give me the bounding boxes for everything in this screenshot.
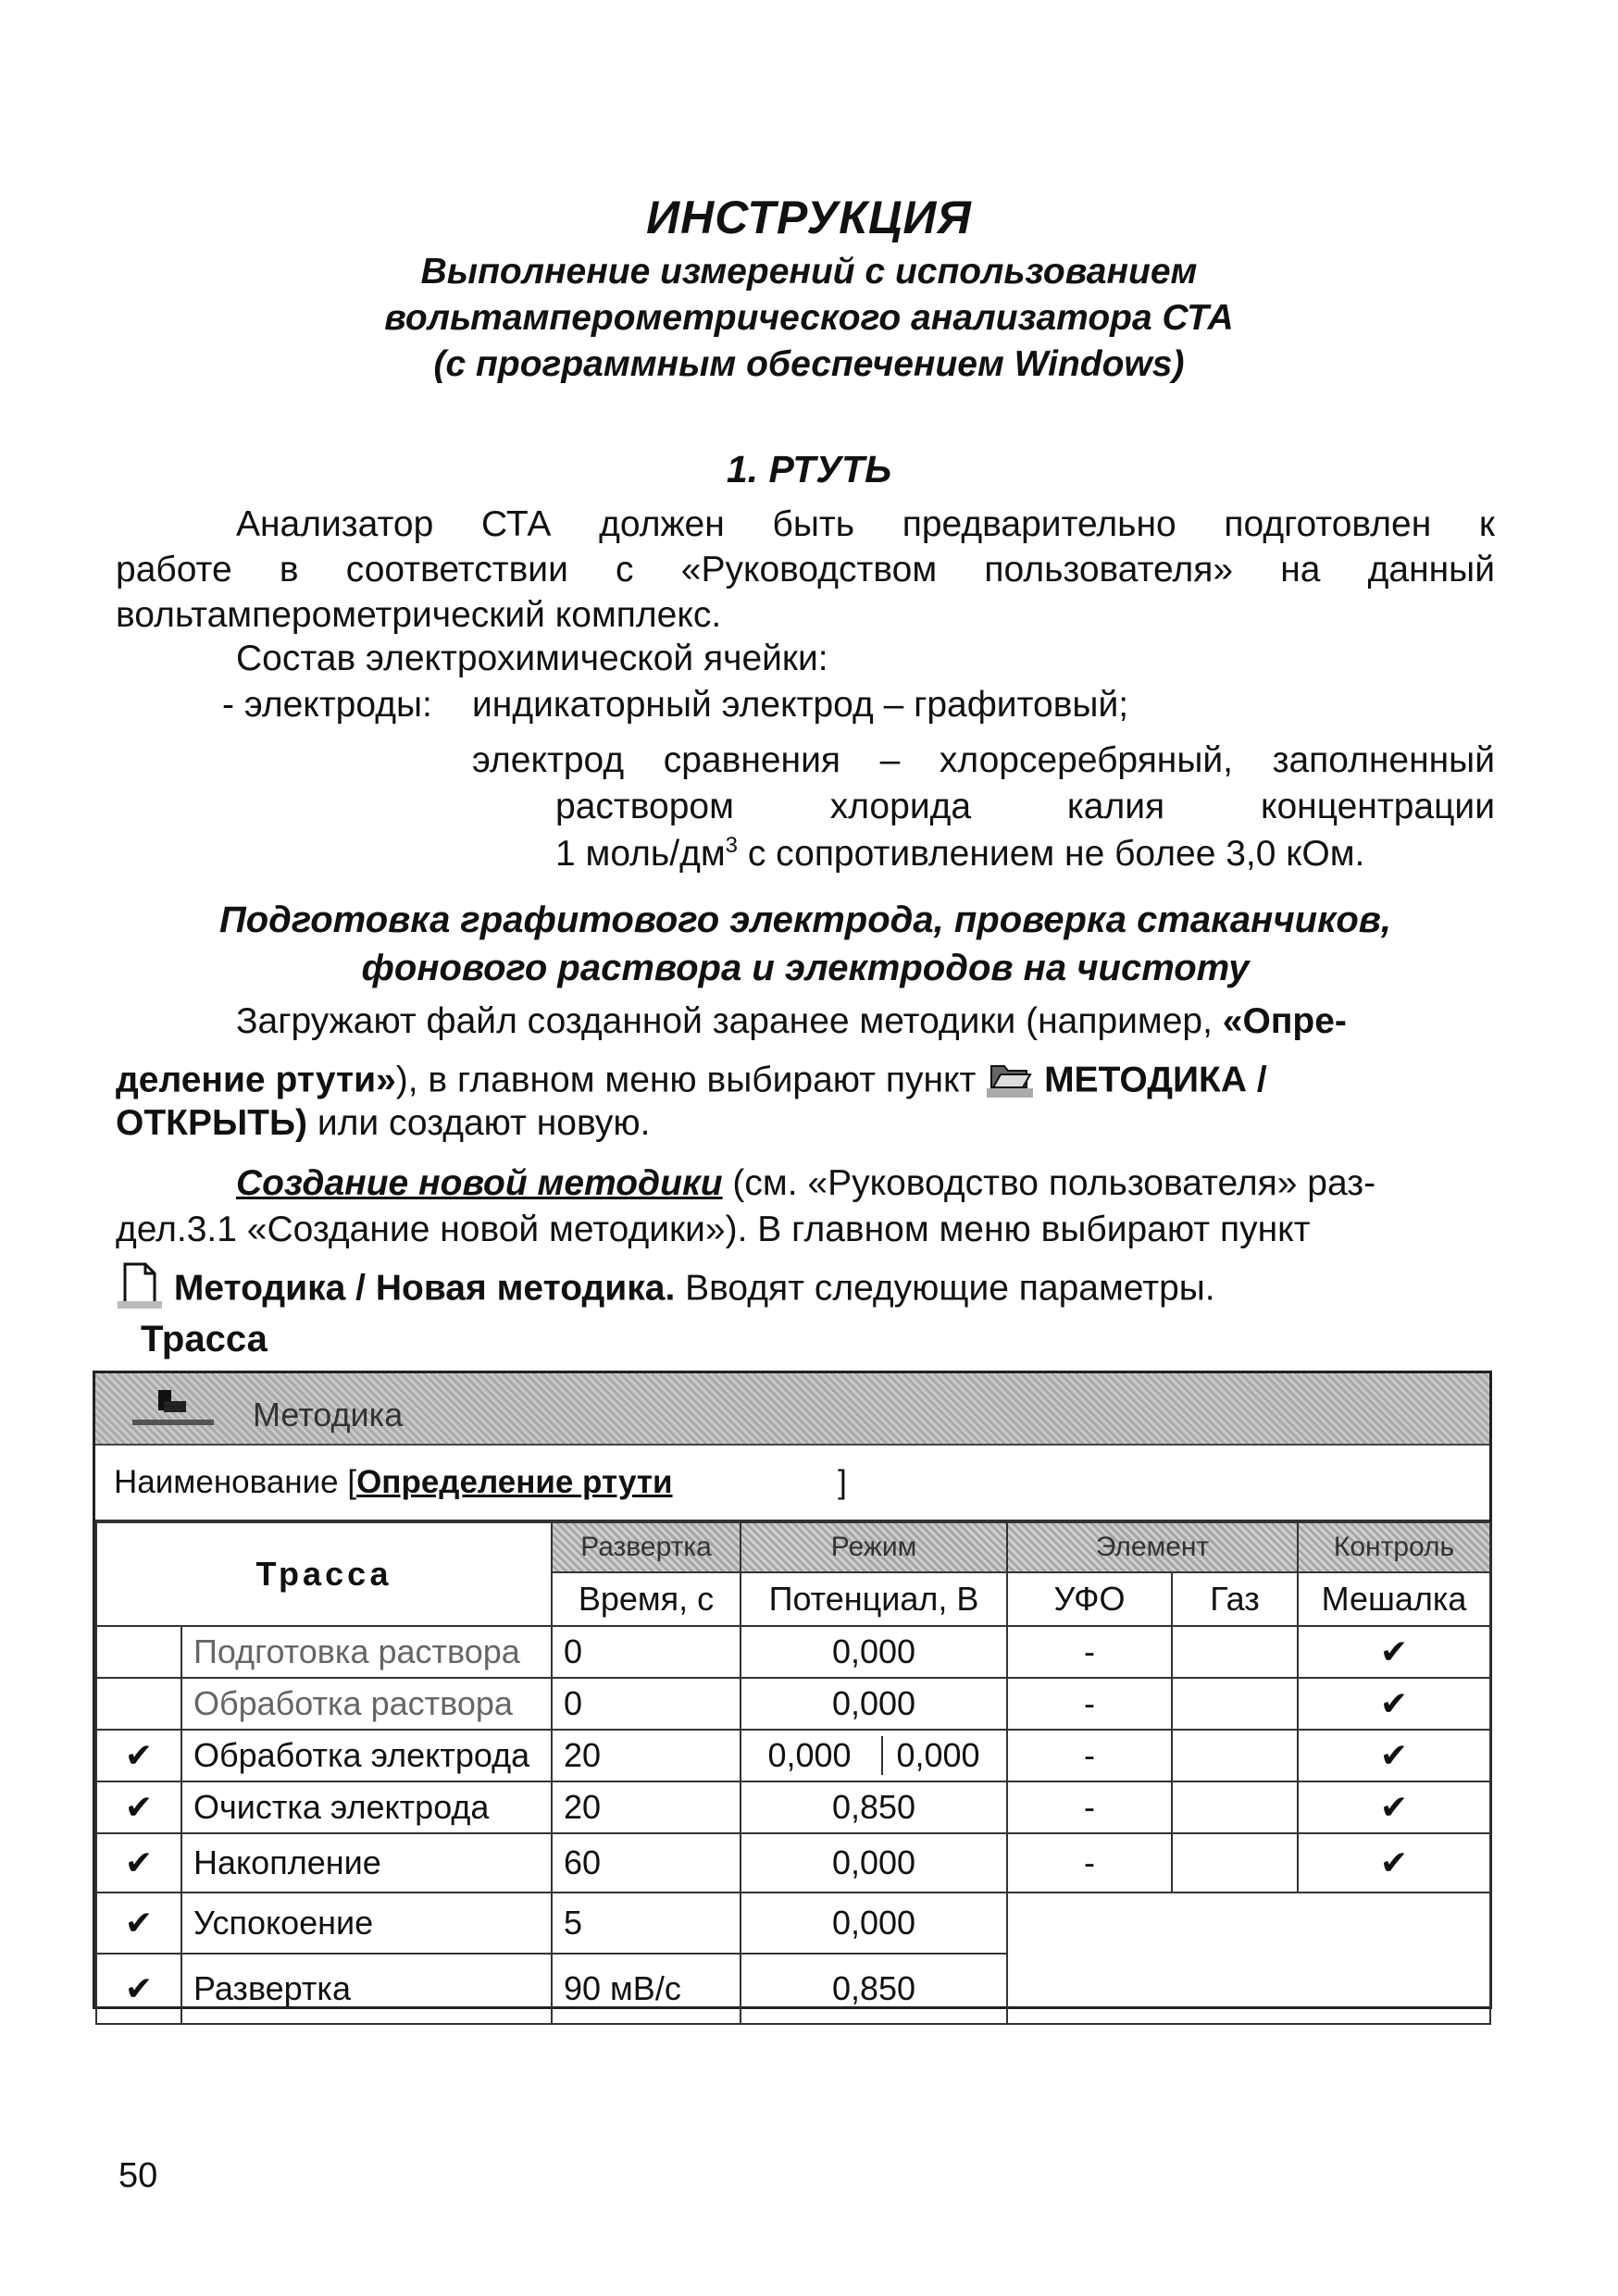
group-header-mode[interactable]: Режим [741,1522,1007,1572]
load-menu-text: ), в главном меню выбирают пункт [395,1060,987,1100]
table-row [96,1730,1490,1781]
menu-method-label: МЕТОДИКА / [1044,1060,1267,1100]
cell-heading: Состав электрохимической ячейки: [236,639,828,678]
row-checkbox[interactable] [96,1626,181,1678]
group-header-sweep[interactable]: Развертка [552,1522,741,1572]
col-gas: Газ [1172,1572,1298,1626]
row-ufo[interactable]: - [1007,1626,1172,1678]
row-gas[interactable] [1172,1626,1298,1678]
table-row [96,1626,1490,1678]
subtitle-line-1: Выполнение измерений с использованием [420,252,1198,292]
row-potential[interactable]: 0,000 [741,1833,1007,1893]
intro-line-2: работе в соответствии с «Руководством пользователя» на данный [116,550,1495,590]
document-title: ИНСТРУКЦИЯ [646,192,972,243]
row-gas[interactable] [1172,1781,1298,1833]
row-time[interactable]: 20 [552,1781,741,1833]
reference-unit: 1 моль/дм [555,834,726,874]
open-folder-icon [986,1055,1034,1109]
name-bracket: ] [838,1464,847,1500]
create-line-1 [236,1163,1375,1204]
create-line-2: дел.3.1 «Создание новой методики»). В главном меню выбирают пункт [116,1210,1311,1249]
row-time[interactable]: 20 [552,1730,741,1781]
row-ufo[interactable]: - [1007,1833,1172,1893]
window-titlebar [95,1373,1489,1446]
col-ufo: УФО [1007,1572,1172,1626]
load-or-new-text: или создают новую. [307,1103,651,1143]
section-heading: 1. РТУТЬ [726,448,892,490]
subtitle-line-3: (с программным обеспечением Windows) [433,344,1185,384]
row-checkbox[interactable]: ✔ [96,1893,181,1954]
row-name: Очистка электрода [181,1781,552,1833]
row-name: Накопление [181,1833,552,1893]
col-time: Время, с [552,1572,741,1626]
reference-line-3 [555,833,1364,875]
method-name-field[interactable] [114,1464,847,1501]
row-name: Развертка [181,1954,552,2024]
row-time[interactable]: 0 [552,1678,741,1730]
create-params-text: Вводят следующие параметры. [675,1268,1215,1309]
table-row [96,1781,1490,1833]
row-checkbox[interactable]: ✔ [96,1833,181,1893]
row-potential-end[interactable]: 0,000 [881,1736,979,1775]
trassa-label: Трасса [141,1319,268,1359]
create-line-3 [116,1260,1215,1320]
row-potential[interactable]: 0,000 [741,1678,1007,1730]
row-mixer[interactable]: ✔ [1298,1730,1490,1781]
table-row [96,1678,1490,1730]
table-row [96,1893,1490,1954]
row-gas[interactable] [1172,1678,1298,1730]
col-mixer: Мешалка [1298,1572,1490,1626]
intro-line-3: вольтамперометрический комплекс. [116,595,722,635]
prep-heading-line-2: фонового раствора и электродов на чистоту [361,948,1250,988]
page-number: 50 [118,2156,158,2195]
load-line-1 [236,1001,1347,1042]
electrodes-label: - электроды: [222,685,432,725]
reference-line-2: раствором хлорида калия концентрации [555,787,1495,826]
name-value: Определение ртути [356,1464,673,1500]
trassa-table [95,1521,1491,2025]
subtitle-line-2: вольтамперометрического анализатора СТА [384,298,1234,338]
reference-line-1: электрод сравнения – хлорсеребряный, заполненный [472,740,1495,780]
reference-unit-power: 3 [725,833,739,858]
trassa-header: Трасса [96,1522,552,1626]
app-icon [127,1386,219,1434]
load-line-3 [116,1103,650,1144]
row-ufo[interactable]: - [1007,1730,1172,1781]
row-name: Обработка электрода [181,1730,552,1781]
load-line-2 [116,1055,1267,1109]
row-checkbox[interactable] [96,1678,181,1730]
menu-open-label: ОТКРЫТЬ) [116,1103,307,1143]
row-checkbox[interactable]: ✔ [96,1730,181,1781]
window-title: Методика [253,1396,404,1433]
row-mixer[interactable]: ✔ [1298,1833,1490,1893]
row-ufo[interactable]: - [1007,1781,1172,1833]
load-example-end: деление ртути» [116,1060,396,1100]
new-document-icon [116,1260,164,1320]
row-potential-split [741,1730,1007,1781]
name-label: Наименование [ [114,1464,357,1500]
method-name-bar [95,1446,1489,1521]
row-time[interactable]: 5 [552,1893,741,1954]
menu-new-method-label: Методика / Новая методика. [173,1268,676,1309]
row-name: Обработка раствора [181,1678,552,1730]
method-window [93,1371,1492,2009]
row-potential[interactable]: 0,000 [741,1893,1007,1954]
row-mixer[interactable]: ✔ [1298,1781,1490,1833]
row-potential-start[interactable]: 0,000 [767,1736,852,1774]
row-gas[interactable] [1172,1730,1298,1781]
intro-line-1: Анализатор СТА должен быть предварительно подготовлен к [236,504,1495,544]
load-text: Загружают файл созданной заранее методики (например, [236,1001,1223,1041]
row-ufo[interactable]: - [1007,1678,1172,1730]
row-name: Подготовка раствора [181,1626,552,1678]
group-header-control[interactable]: Контроль [1298,1522,1490,1572]
row-time[interactable]: 90 мВ/с [552,1954,741,2024]
row-name: Успокоение [181,1893,552,1954]
empty-area [1007,1893,1490,2024]
row-potential[interactable]: 0,850 [741,1781,1007,1833]
group-header-element[interactable]: Элемент [1007,1522,1298,1572]
row-gas[interactable] [1172,1833,1298,1893]
col-potential: Потенциал, В [741,1572,1007,1626]
row-checkbox[interactable]: ✔ [96,1781,181,1833]
load-example-start: «Опре- [1222,1001,1347,1041]
row-time[interactable]: 0 [552,1626,741,1678]
create-method-heading: Создание новой методики [236,1163,723,1203]
row-mixer[interactable]: ✔ [1298,1678,1490,1730]
row-time[interactable]: 60 [552,1833,741,1893]
row-mixer[interactable]: ✔ [1298,1626,1490,1678]
reference-resistance: с сопротивлением не более 3,0 кОм. [738,834,1365,874]
table-row [96,1833,1490,1893]
prep-heading-line-1: Подготовка графитового электрода, проверка стаканчиков, [218,900,1392,940]
row-potential[interactable]: 0,000 [741,1626,1007,1678]
indicator-electrode: индикаторный электрод – графитовый; [472,685,1129,725]
row-checkbox[interactable]: ✔ [96,1954,181,2024]
row-potential[interactable]: 0,850 [741,1954,1007,2024]
create-reference-text: (см. «Руководство пользователя» раз- [722,1163,1376,1203]
